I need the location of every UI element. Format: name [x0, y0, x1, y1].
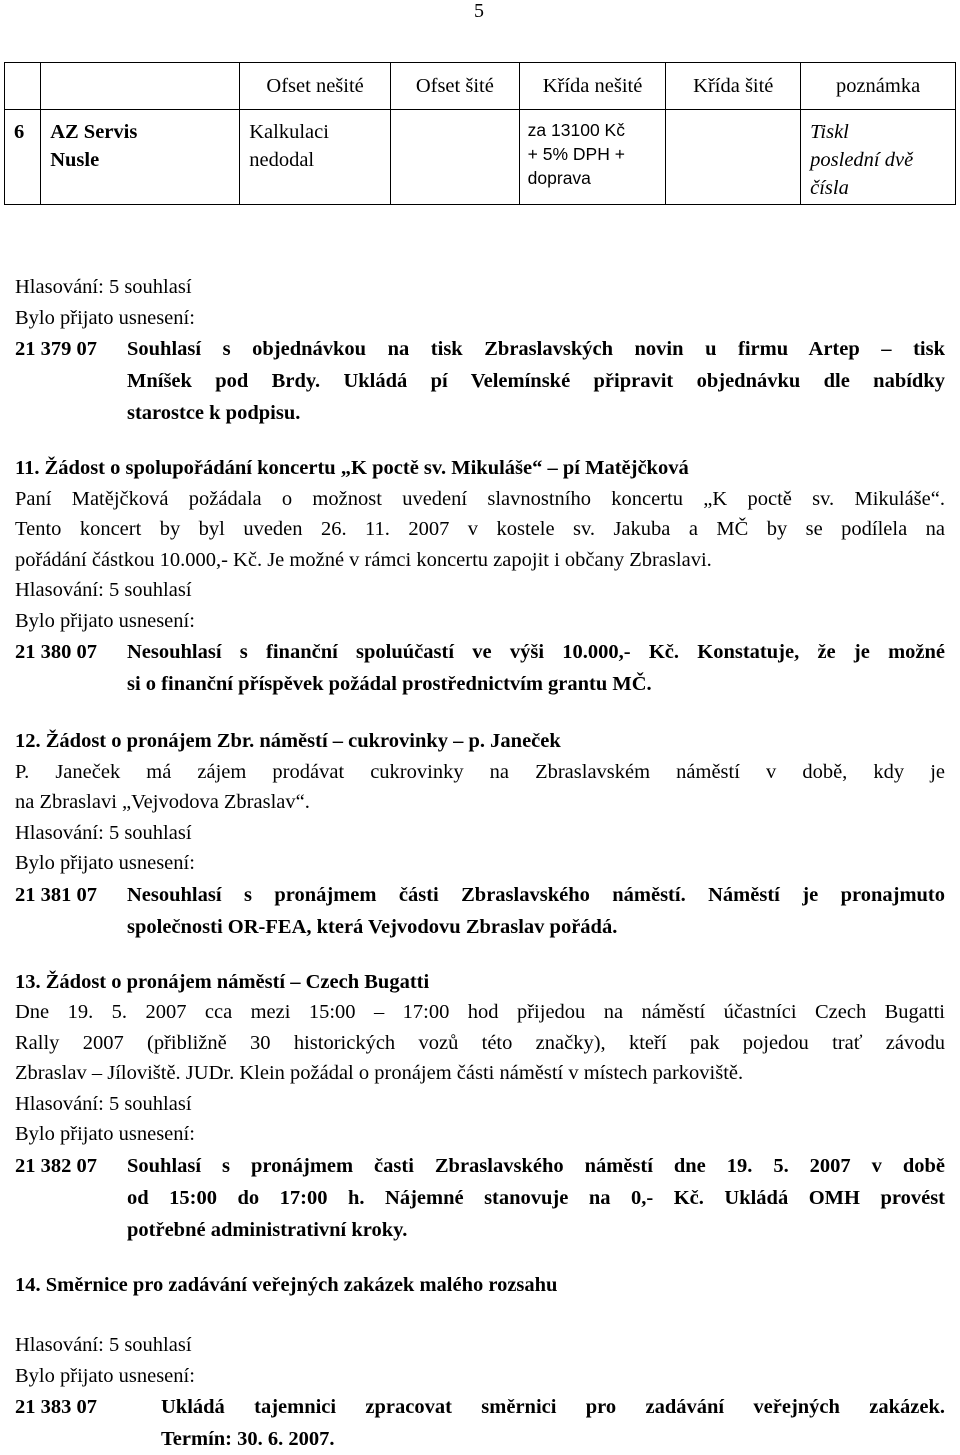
item-14-heading: 14. Směrnice pro zadávání veřejných zakázek malého rozsahu — [15, 1273, 558, 1296]
resolution-line: Nesouhlasí s pronájmem části Zbraslavského náměstí. Náměstí je pronajmuto — [127, 883, 945, 906]
company-line: AZ Servis — [50, 121, 138, 143]
header-poznamka: poznámka — [801, 63, 956, 110]
resolution-text — [127, 879, 945, 943]
resolution-text — [127, 636, 945, 700]
resolution-21-382-07 — [15, 1150, 945, 1246]
paragraph-line: P. Janeček má zájem prodávat cukrovinky na Zbraslavském náměstí v době, kdy je — [15, 760, 945, 783]
vote-line: Hlasování: 5 souhlasí — [15, 1334, 192, 1356]
vote-line: Hlasování: 5 souhlasí — [15, 579, 192, 601]
resolution-21-381-07 — [15, 879, 945, 943]
resolution-line: Souhlasí s objednávkou na tisk Zbraslavských novin u firmu Artep – tisk — [127, 338, 945, 360]
resolution-line: Ukládá tajemnici zpracovat směrnici pro zadávání veřejných zakázek. — [161, 1396, 945, 1418]
resolution-number: 21 383 07 — [15, 1396, 97, 1418]
resolution-line: Termín: 30. 6. 2007. — [161, 1428, 335, 1450]
resolution-line: potřebné administrativní kroky. — [127, 1218, 408, 1241]
header-ofset-site: Ofset šité — [391, 63, 520, 110]
cell-line: za 13100 Kč — [527, 120, 625, 140]
resolution-line: Nesouhlasí s finanční spoluúčastí ve výši 10.000,- Kč. Konstatuje, že je možné — [127, 641, 945, 663]
item-11-heading: 11. Žádost o spolupořádání koncertu „K poctě sv. Mikuláše“ – pí Matějčková — [15, 457, 689, 479]
paragraph-line: pořádání částkou 10.000,- Kč. Je možné v rámci koncertu zapojit i občany Zbraslavi. — [15, 548, 712, 571]
cell-line: Tiskl — [810, 121, 849, 143]
paragraph-line: Rally 2007 (přibližně 30 historických vozů této značky), kteří pak pojedou trať závodu — [15, 1031, 945, 1054]
header-cell-empty — [41, 63, 240, 110]
paragraph-line: Zbraslav – Jíloviště. JUDr. Klein požádal o pronájem části náměstí v místech parkoviště. — [15, 1062, 744, 1084]
page-number: 5 — [474, 0, 484, 22]
resolution-number: 21 382 07 — [15, 1154, 97, 1177]
resolution-text — [161, 1391, 945, 1455]
printing-offers-table — [4, 62, 956, 205]
poznamka-cell — [801, 110, 956, 205]
document-body — [15, 272, 945, 1455]
paragraph-line: Dne 19. 5. 2007 cca mezi 15:00 – 17:00 hod přijedou na náměstí účastníci Czech Bugatti — [15, 1001, 945, 1023]
resolution-line: starostce k podpisu. — [127, 402, 301, 424]
item-12-heading: 12. Žádost o pronájem Zbr. náměstí – cukrovinky – p. Janeček — [15, 730, 561, 752]
header-krida-nesite: Křída nešité — [519, 63, 666, 110]
resolution-21-383-07 — [15, 1391, 945, 1455]
adopted-line: Bylo přijato usnesení: — [15, 1364, 195, 1387]
paragraph-line: na Zbraslavi „Vejvodova Zbraslav“. — [15, 791, 310, 813]
ofset-site-cell — [391, 110, 520, 205]
resolution-number: 21 379 07 — [15, 338, 97, 360]
resolution-number: 21 380 07 — [15, 641, 97, 663]
resolution-line: od 15:00 do 17:00 h. Nájemné stanovuje na 0,- Kč. Ukládá OMH provést — [127, 1186, 945, 1209]
resolution-21-379-07 — [15, 333, 945, 429]
adopted-line: Bylo přijato usnesení: — [15, 1123, 195, 1145]
krida-site-cell — [666, 110, 801, 205]
table-row — [5, 110, 956, 205]
resolution-line: si o finanční příspěvek požádal prostřednictvím grantu MČ. — [127, 673, 652, 695]
header-ofset-nesite: Ofset nešité — [240, 63, 391, 110]
vote-line: Hlasování: 5 souhlasí — [15, 821, 192, 844]
resolution-text — [127, 333, 945, 429]
cell-line: nedodal — [249, 149, 315, 171]
company-line: Nusle — [50, 149, 100, 171]
cell-line: poslední dvě — [810, 149, 914, 171]
resolution-text — [127, 1150, 945, 1246]
vote-line: Hlasování: 5 souhlasí — [15, 276, 192, 298]
resolution-line: společnosti OR-FEA, která Vejvodovu Zbraslav pořádá. — [127, 915, 618, 938]
resolution-21-380-07 — [15, 636, 945, 700]
adopted-line: Bylo přijato usnesení: — [15, 609, 195, 632]
krida-nesite-cell — [519, 110, 666, 205]
header-krida-site: Křída šité — [666, 63, 801, 110]
vote-line: Hlasování: 5 souhlasí — [15, 1092, 192, 1115]
adopted-line: Bylo přijato usnesení: — [15, 852, 195, 874]
cell-line: doprava — [527, 168, 591, 188]
adopted-line: Bylo přijato usnesení: — [15, 306, 195, 329]
header-cell-empty — [5, 63, 41, 110]
resolution-number: 21 381 07 — [15, 883, 97, 906]
resolution-line: Souhlasí s pronájmem časti Zbraslavského náměstí dne 19. 5. 2007 v době — [127, 1154, 945, 1177]
paragraph-line: Paní Matějčková požádala o možnost uvedení slavnostního koncertu „K poctě sv. Mikuláše“. — [15, 487, 945, 510]
cell-line: čísla — [810, 177, 849, 199]
ofset-nesite-cell — [240, 110, 391, 205]
resolution-line: Mníšek pod Brdy. Ukládá pí Velemínské připravit objednávku dle nabídky — [127, 370, 945, 392]
cell-line: + 5% DPH + — [527, 144, 625, 164]
paragraph-line: Tento koncert by byl uveden 26. 11. 2007 v kostele sv. Jakuba a MČ by se podílela na — [15, 518, 945, 540]
cell-line: Kalkulaci — [249, 121, 329, 143]
table-header-row — [5, 63, 956, 110]
item-13-heading: 13. Žádost o pronájem náměstí – Czech Bugatti — [15, 970, 430, 993]
row-number: 6 — [5, 110, 41, 205]
company-cell — [41, 110, 240, 205]
